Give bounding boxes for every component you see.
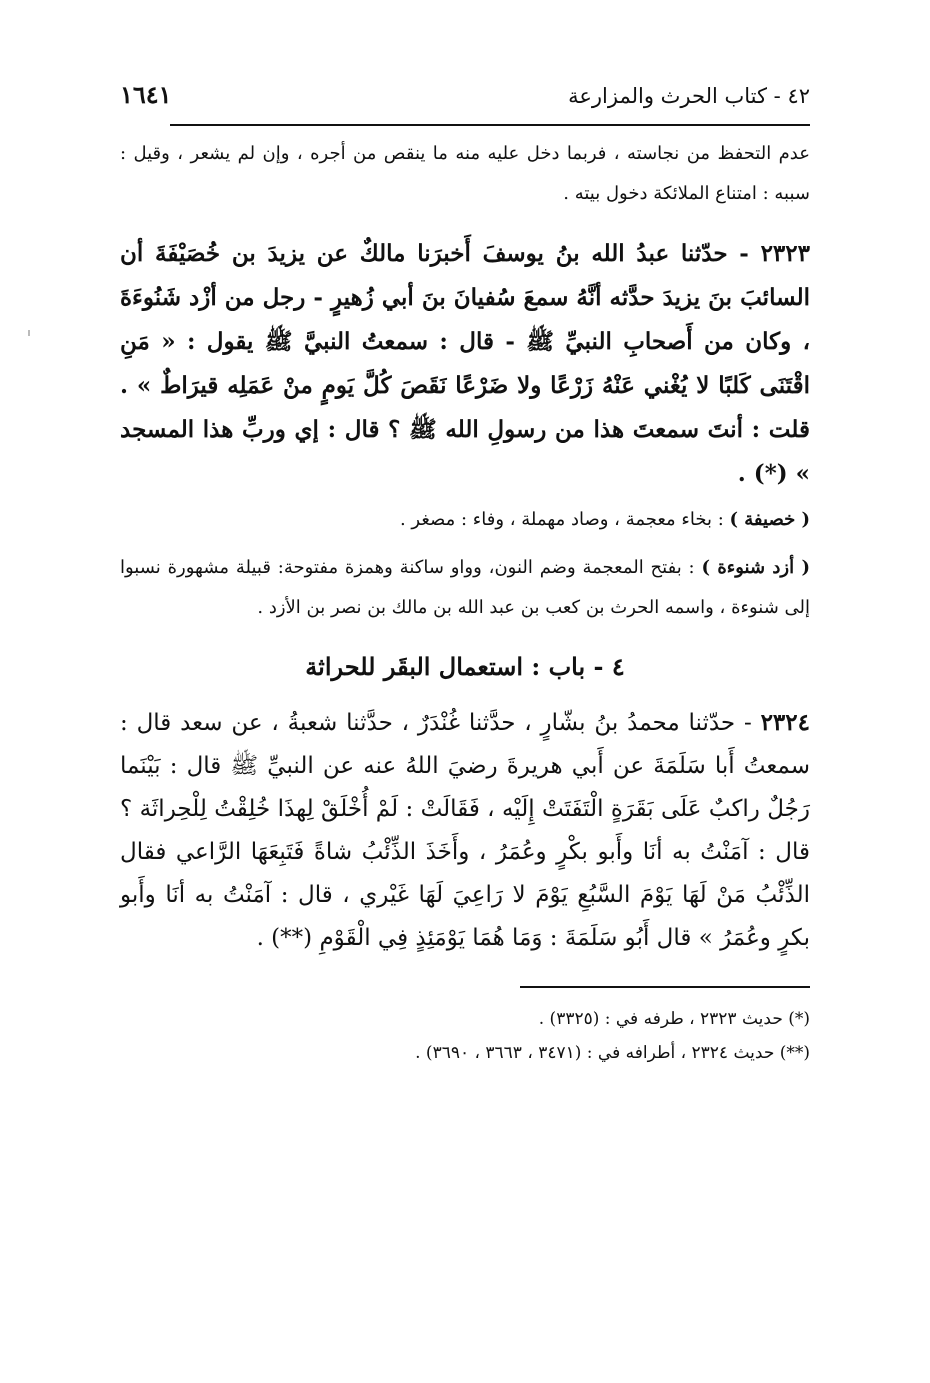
footnote-1: (*) حديث ٢٣٢٣ ، طرفه في : (٣٣٢٥) . (538, 1009, 810, 1029)
book-page (120, 80, 810, 1070)
margin-mark (28, 330, 30, 336)
note-term: ( أزد شنوءة ) (701, 557, 810, 578)
note-khusayfa (120, 500, 810, 540)
hadith-text: - حدّثنا عبدُ الله بنُ يوسفَ أَخبرَنا مالكٌ عن يزيدَ بن خُصَيْفَةَ أن السائبَ بنَ يزيدَ حدَّثه أنَّهُ سمعَ سُفيانَ بنَ أبي زُهيرٍ - رجل من أزْد شَنُوءَةَ ، وكان من أَصحابِ النبيِّ ﷺ - قال : سمعتُ النبيَّ ﷺ يقول : « مَنِ اقْتَنَى كَلبًا لا يُغْني عَنْهُ زَرْعًا ولا ضَرْعًا نَقَصَ كُلَّ يَومٍ منْ عَمَلِه قيرَاطٌ » . قلت : أنتَ سمعتَ هذا من رسولِ الله ﷺ ؟ قال : إي وربِّ هذا المسجد » (*) . (120, 240, 810, 487)
page-header (120, 80, 810, 120)
page-number: ١٦٤١ (120, 80, 172, 109)
footnote-rule (520, 986, 810, 988)
note-term: ( خصيفة ) (729, 509, 810, 530)
hadith-number: ٢٣٢٤ (760, 709, 810, 736)
header-rule (170, 124, 810, 126)
chapter-heading: ٤ - باب : استعمال البقَر للحراثة (305, 652, 625, 681)
note-text: : بخاء معجمة ، وصاد مهملة ، وفاء : مصغر . (399, 509, 730, 530)
running-title: ٤٢ - كتاب الحرث والمزارعة (568, 84, 810, 108)
hadith-text: - حدّثنا محمدُ بنُ بشّارٍ ، حدَّثنا غُنْدَرٌ ، حدَّثنا شعبةُ ، عن سعد قال : سمعتُ أَبا سَلَمَةَ عن أَبي هريرةَ رضيَ اللهُ عنه عن النبيِّ ﷺ قال : بَيْنَما رَجُلٌ راكبٌ عَلَى بَقَرَةٍ الْتَفَتَتْ إِلَيْه ، فَقَالَتْ : لَمْ أُخْلَقْ لِهذَا خُلِقْتُ لِلْحِراثَة ؟ قال : آمَنْتُ به أنَا وأَبو بكْرٍ وعُمَرُ ، وأَخَذَ الذِّئْبُ شاةً فَتَبِعَهَا الرَّاعي فقال الذِّئْبُ مَنْ لَهَا يَوْمَ السَّبُعِ يَوْمَ لا رَاعِيَ لَهَا غَيْري ، قال : آمَنْتُ به أنَا وأَبو بكرٍ وعُمَرُ » قال أَبُو سَلَمَةَ : وَمَا هُمَا يَوْمَئِذٍ فِي الْقَوْمِ (**) . (120, 710, 810, 951)
hadith-2323 (120, 232, 810, 496)
note-text: : بفتح المعجمة وضم النون، وواو ساكنة وهمزة مفتوحة: قبيلة مشهورة نسبوا إلى شنوءة ، واسمه الحرث بن كعب بن عبد الله بن مالك بن نصر بن الأزد . (120, 557, 810, 618)
note-azd (120, 548, 810, 628)
hadith-number: ٢٣٢٣ (760, 240, 810, 267)
hadith-2324 (120, 701, 810, 960)
intro-paragraph: عدم التحفظ من نجاسته ، فربما دخل عليه منه ما ينقص من أجره ، وإن لم يشعر ، وقيل : سببه : امتناع الملائكة دخول بيته . (120, 143, 810, 204)
footnote-2: (**) حديث ٢٣٢٤ ، أطرافه في : (٣٤٧١ ، ٣٦٦٣ ، ٣٦٩٠) . (415, 1043, 810, 1063)
